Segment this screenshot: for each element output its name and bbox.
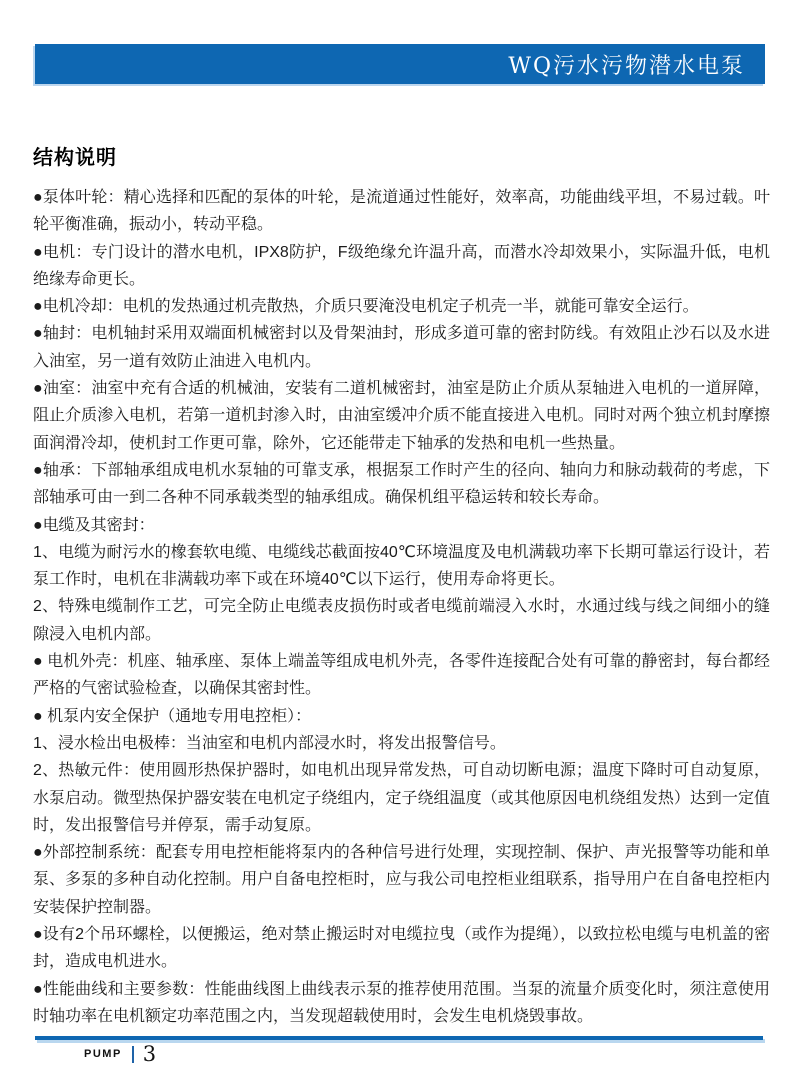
section-title: 结构说明 (33, 147, 117, 169)
paragraph-safety-item-1: 1、浸水检出电极棒：当油室和电机内部浸水时，将发出报警信号。 (33, 734, 506, 752)
header-banner (35, 44, 765, 84)
paragraph-motor-housing: ● 电机外壳：机座、轴承座、泵体上端盖等组成电机外壳，各零件连接配合处有可靠的静密封，每台都经严格的气密试验检查，以确保其密封性。 (33, 653, 770, 698)
paragraph-performance-curve: ●性能曲线和主要参数：性能曲线图上曲线表示泵的推荐使用范围。当泵的流量介质变化时，须注意使用时轴功率在电机额定功率范围之内，当发现超载使用时，会发生电机烧毁事故。 (33, 980, 770, 1025)
paragraph-cable-item-1: 1、电缆为耐污水的橡套软电缆、电缆线芯截面按40℃环境温度及电机满载功率下长期可靠运行设计，若泵工作时，电机在非满载功率下或在环境40℃以下运行，使用寿命将更长。 (33, 543, 770, 589)
footer-brand-label: PUMP (84, 1048, 122, 1060)
paragraph-external-control: ●外部控制系统：配套专用电控柜能将泵内的各种信号进行处理，实现控制、保护、声光报警等功能和单泵、多泵的多种自动化控制。用户自备电控柜时，应与我公司电控柜业组联系，指导用户在自备电控柜内安装保护控制器。 (33, 844, 770, 916)
paragraph-shaft-seal: ●轴封：电机轴封采用双端面机械密封以及骨架油封，形成多道可靠的密封防线。有效阻止沙石以及水进入油室，另一道有效防止油进入电机内。 (33, 325, 770, 370)
product-title: WQ污水污物潜水电泵 (508, 53, 745, 79)
footer-divider-line (35, 1036, 763, 1040)
paragraph-safety-head: ● 机泵内安全保护（通地专用电控柜）： (33, 707, 312, 725)
paragraph-oil-chamber: ●油室：油室中充有合适的机械油，安装有二道机械密封，油室是防止介质从泵轴进入电机的一道屏障，阻止介质渗入电机，若第一道机封渗入时，由油室缓冲介质不能直接进入电机。同时对两个独立机封摩擦面润滑冷却，使机封工作更可靠，除外，它还能带走下轴承的发热和电机一些热量。 (33, 380, 770, 452)
paragraph-motor-cooling: ●电机冷却：电机的发热通过机壳散热，介质只要淹没电机定子机壳一半，就能可靠安全运行。 (33, 298, 699, 316)
paragraph-safety-item-2: 2、热敏元件：使用圆形热保护器时，如电机出现异常发热，可自动切断电源；温度下降时可自动复原，水泵启动。微型热保护器安装在电机定子绕组内，定子绕组温度（或其他原因电机绕组发热）达到一定值时，发出报警信号并停泵，需手动复原。 (33, 762, 770, 834)
footer-separator-bar (132, 1046, 134, 1063)
main-content (33, 141, 770, 1030)
paragraph-pump-impeller: ●泵体叶轮：精心选择和匹配的泵体的叶轮，是流道通过性能好，效率高，功能曲线平坦，不易过载。叶轮平衡准确，振动小，转动平稳。 (33, 189, 770, 234)
paragraph-lifting-bolts: ●设有2个吊环螺栓，以便搬运，绝对禁止搬运时对电缆拉曳（或作为提绳），以致拉松电缆与电机盖的密封，造成电机进水。 (33, 926, 770, 971)
paragraph-cable-item-2: 2、特殊电缆制作工艺，可完全防止电缆表皮损伤时或者电缆前端浸入水时，水通过线与线之间细小的缝隙浸入电机内部。 (33, 598, 770, 643)
footer (84, 1042, 156, 1066)
paragraph-cable-seal-head: ●电缆及其密封： (33, 516, 155, 534)
page-number: 3 (142, 1042, 157, 1066)
paragraph-bearing: ●轴承：下部轴承组成电机水泵轴的可靠支承，根据泵工作时产生的径向、轴向力和脉动载荷的考虑，下部轴承可由一到二各种不同承载类型的轴承组成。确保机组平稳运转和较长寿命。 (33, 461, 770, 507)
paragraph-motor: ●电机：专门设计的潜水电机，IPX8防护，F级绝缘允许温升高，而潜水冷却效果小，实际温升低，电机绝缘寿命更长。 (33, 243, 770, 288)
